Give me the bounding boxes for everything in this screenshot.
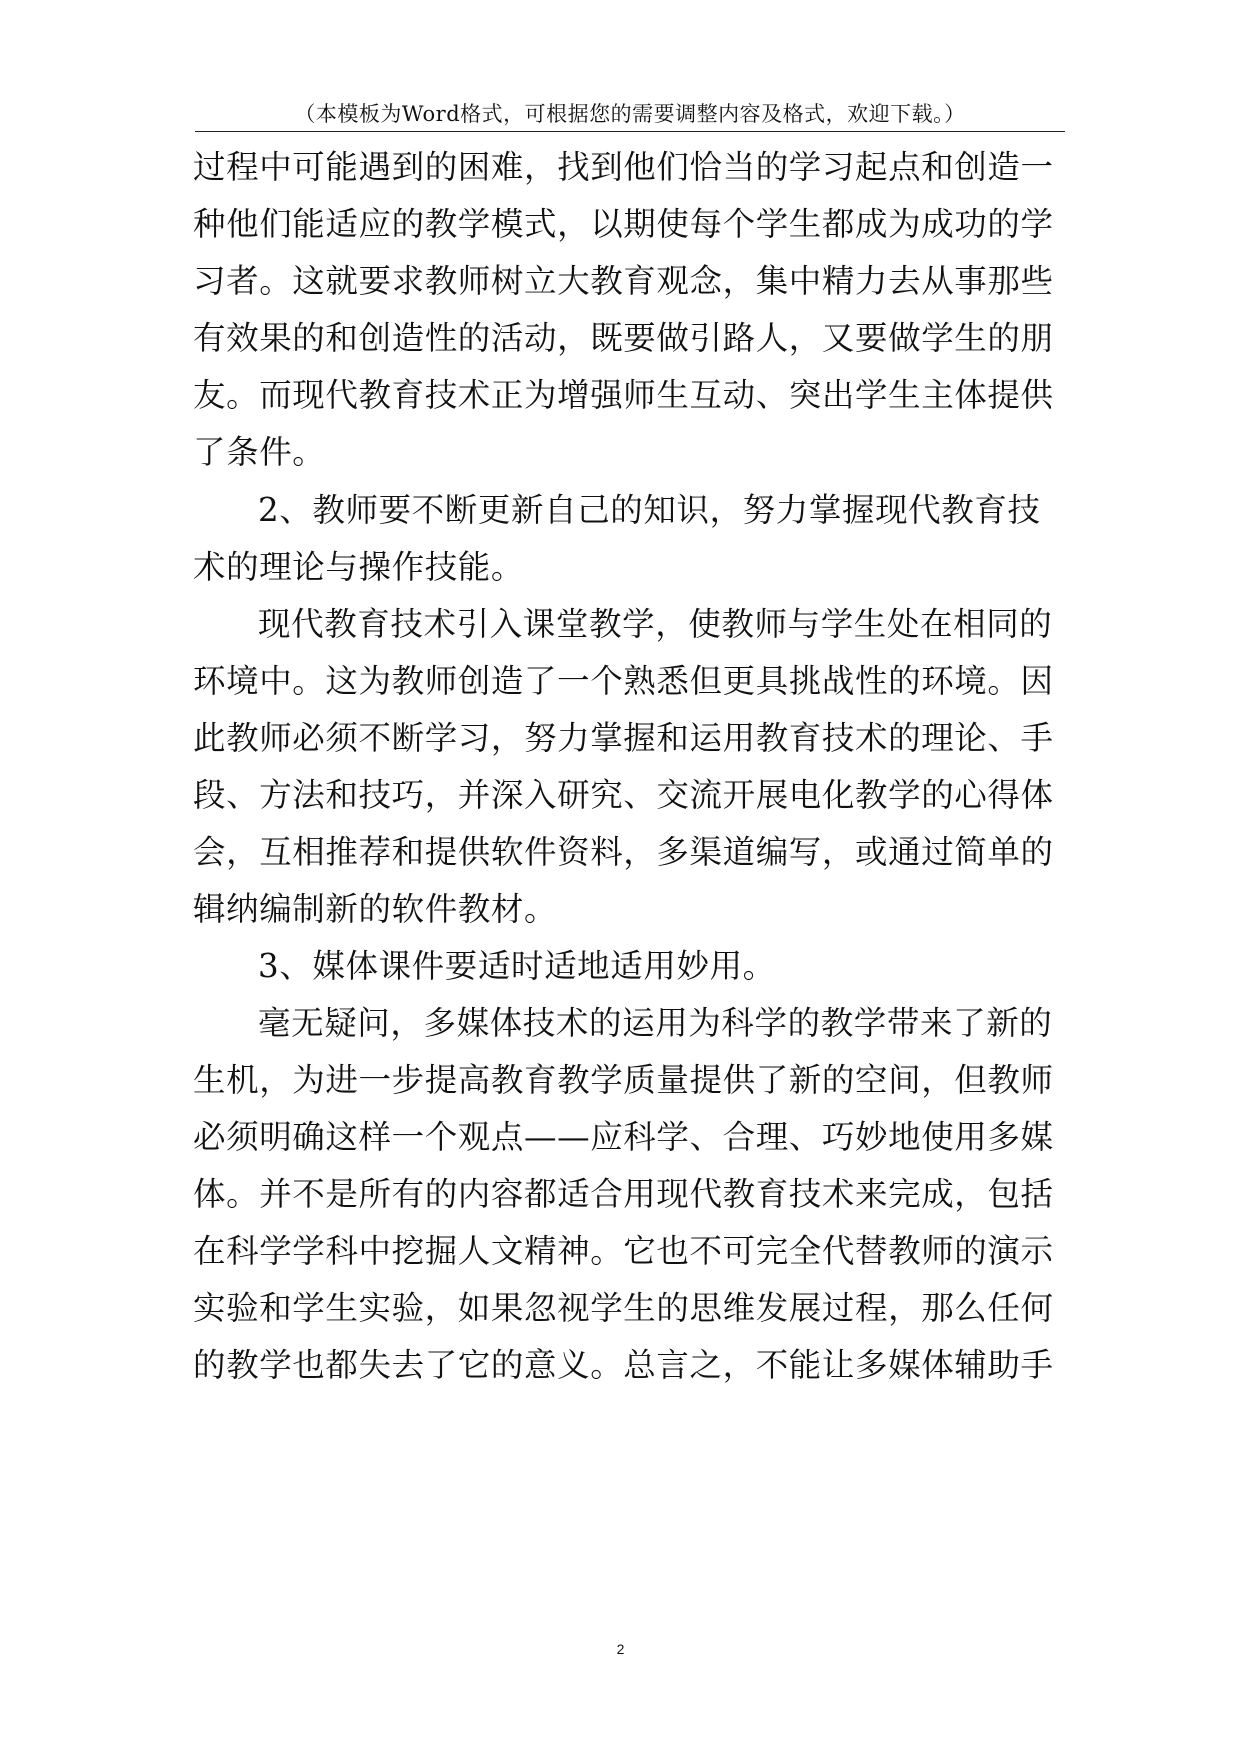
body-text-line: 的教学也都失去了它的意义。总言之，不能让多媒体辅助手 [193,1346,1054,1384]
template-notice-header: （本模板为Word格式，可根据您的需要调整内容及格式，欢迎下载。） [294,102,966,126]
body-text-line: 环境中。这为教师创造了一个熟悉但更具挑战性的环境。因 [193,662,1054,700]
body-text-line: 2、教师要不断更新自己的知识，努力掌握现代教育技 [258,491,1041,529]
body-text-line: 3、媒体课件要适时适地适用妙用。 [258,947,776,985]
body-text-line: 了条件。 [193,433,326,471]
body-text-line: 必须明确这样一个观点——应科学、合理、巧妙地使用多媒 [193,1118,1054,1156]
body-text-line: 会，互相推荐和提供软件资料，多渠道编写，或通过简单的 [193,833,1054,871]
body-text-line: 有效果的和创造性的活动，既要做引路人，又要做学生的朋 [193,319,1054,357]
body-text-line: 生机，为进一步提高教育教学质量提供了新的空间，但教师 [193,1061,1054,1099]
page-number: 2 [616,1641,625,1657]
body-text-line: 实验和学生实验，如果忽视学生的思维发展过程，那么任何 [193,1289,1054,1327]
header-divider [195,131,1065,132]
body-text-line: 此教师必须不断学习，努力掌握和运用教育技术的理论、手 [193,719,1054,757]
body-text-line: 现代教育技术引入课堂教学，使教师与学生处在相同的 [258,605,1053,643]
body-text-line: 在科学学科中挖掘人文精神。它也不可完全代替教师的演示 [193,1232,1054,1270]
body-text-line: 毫无疑问，多媒体技术的运用为科学的教学带来了新的 [258,1004,1053,1042]
body-text-line: 段、方法和技巧，并深入研究、交流开展电化教学的心得体 [193,776,1054,814]
body-text-line: 友。而现代教育技术正为增强师生互动、突出学生主体提供 [193,376,1054,414]
body-text-line: 种他们能适应的教学模式，以期使每个学生都成为成功的学 [193,205,1054,243]
body-text-line: 过程中可能遇到的困难，找到他们恰当的学习起点和创造一 [193,148,1054,186]
body-text-line: 体。并不是所有的内容都适合用现代教育技术来完成，包括 [193,1175,1054,1213]
body-text-line: 术的理论与操作技能。 [193,548,525,586]
body-text-line: 习者。这就要求教师树立大教育观念，集中精力去从事那些 [193,262,1054,300]
body-text-line: 辑纳编制新的软件教材。 [193,890,558,928]
